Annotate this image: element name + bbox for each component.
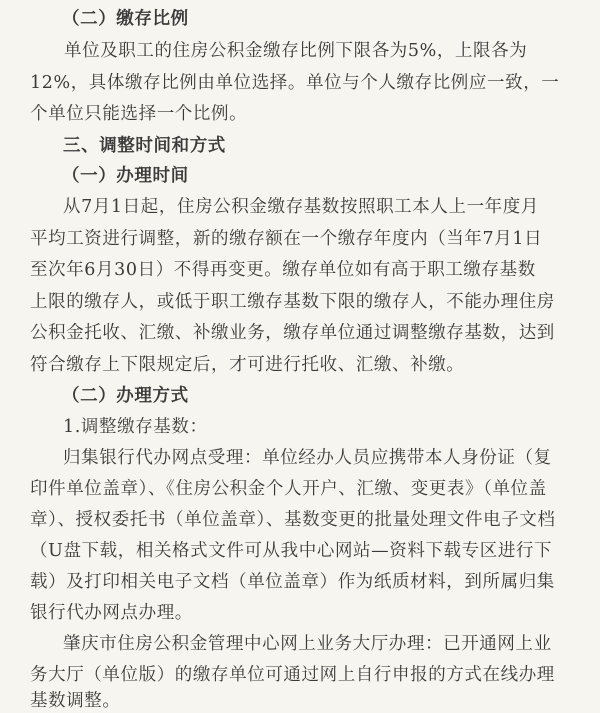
paragraph-line: 银行代办网点办理。 bbox=[30, 603, 193, 623]
paragraph-line: 肇庆市住房公积金管理中心网上业务大厅办理：已开通网上业 bbox=[63, 634, 552, 654]
paragraph-line: 章）、授权委托书（单位盖章）、基数变更的批量处理文件电子文档 bbox=[30, 510, 556, 530]
paragraph-line: 平均工资进行调整，新的缴存额在一个缴存年度内（当年7月1日 bbox=[30, 229, 543, 249]
section-heading-handling-time: （一）办理时间 bbox=[62, 166, 189, 186]
paragraph-line: 单位及职工的住房公积金缴存比例下限各为5%，上限各为 bbox=[64, 41, 528, 61]
paragraph-line: 公积金托收、汇缴、补缴业务，缴存单位通过调整缴存基数，达到 bbox=[30, 323, 555, 343]
paragraph-line: 印件单位盖章）、《住房公积金个人开户、汇缴、变更表》（单位盖 bbox=[30, 479, 547, 499]
paragraph-line: 12%，具体缴存比例由单位选择。单位与个人缴存比例应一致，一 bbox=[30, 73, 560, 93]
section-heading-handling-method: （二）办理方式 bbox=[62, 386, 189, 406]
paragraph-line: 归集银行代办网点受理：单位经办人员应携带本人身份证（复 bbox=[63, 448, 552, 468]
paragraph-line: 个单位只能选择一个比例。 bbox=[30, 104, 248, 124]
list-item-adjust-base: 1.调整缴存基数： bbox=[63, 417, 208, 437]
paragraph-line: 至次年6月30日）不得再变更。缴存单位如有高于职工缴存基数 bbox=[30, 260, 536, 280]
paragraph-line: 从7月1日起，住房公积金缴存基数按照职工本人上一年度月 bbox=[63, 197, 539, 217]
paragraph-line: 符合缴存上下限规定后，才可进行托收、汇缴、补缴。 bbox=[30, 355, 465, 375]
paragraph-line: 务大厅（单位版）的缴存单位可通过网上自行申报的方式在线办理 bbox=[30, 665, 555, 685]
paragraph-line: 基数调整。 bbox=[30, 691, 121, 711]
paragraph-line: 上限的缴存人，或低于职工缴存基数下限的缴存人，不能办理住房 bbox=[30, 292, 555, 312]
section-heading-adjustment: 三、调整时间和方式 bbox=[63, 136, 226, 156]
paragraph-line: 载）及打印相关电子文档（单位盖章）作为纸质材料，到所属归集 bbox=[30, 572, 555, 592]
paragraph-line: （U盘下载，相关格式文件可从我中心网站—资料下载专区进行下 bbox=[30, 541, 553, 561]
section-heading-contribution-ratio: （二）缴存比例 bbox=[62, 9, 189, 29]
